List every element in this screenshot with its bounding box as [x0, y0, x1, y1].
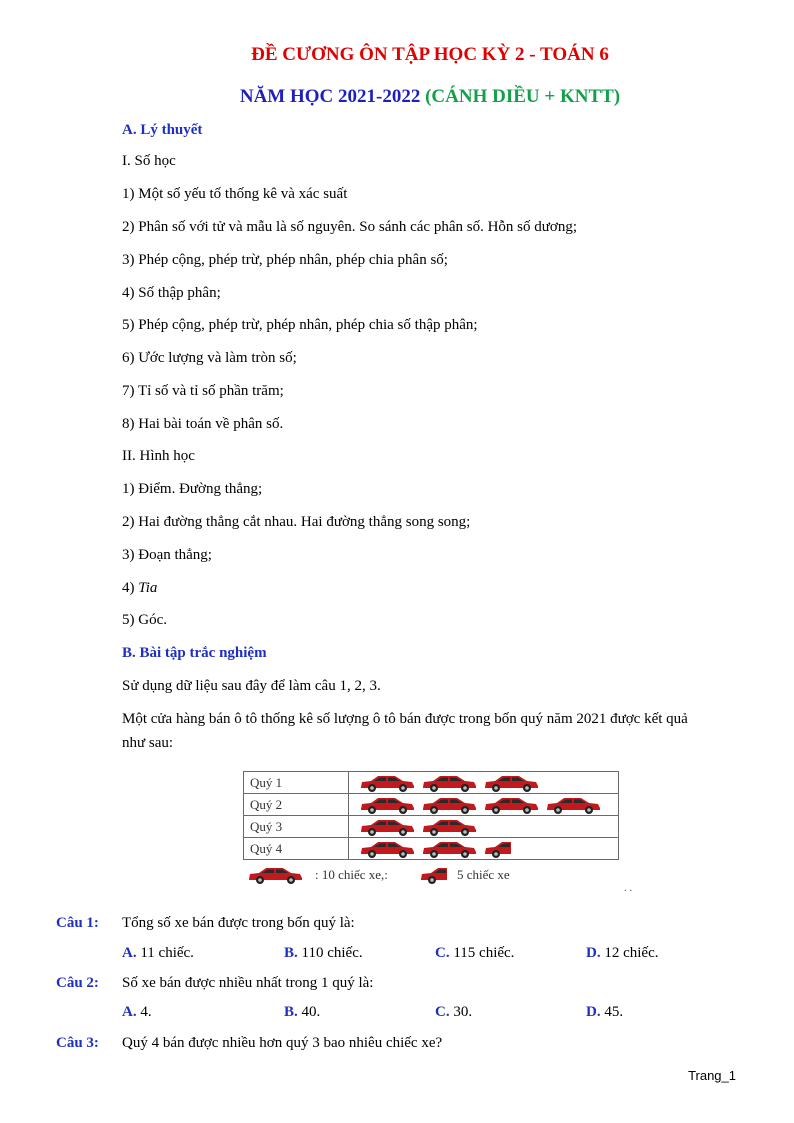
option-text: 110 chiếc. — [301, 945, 363, 961]
car-icon — [483, 773, 539, 793]
option-text: 12 chiếc. — [604, 945, 659, 961]
option-text: 115 chiếc. — [453, 945, 515, 961]
document-subtitle — [0, 86, 794, 108]
list-item: 7) Tỉ số và tỉ số phần trăm; — [122, 383, 284, 399]
car-icon — [483, 795, 539, 815]
list-item: 1) Điểm. Đường thẳng; — [122, 481, 263, 497]
option-letter: A. — [122, 945, 137, 961]
car-icon — [359, 795, 415, 815]
option-letter: A. — [122, 1004, 137, 1020]
trailing-mark: . . — [624, 882, 633, 894]
table-row — [244, 838, 619, 860]
list-item: 5) Góc. — [122, 612, 167, 628]
quarter-label: Quý 4 — [244, 838, 349, 860]
question-1-text: Tổng số xe bán được trong bốn quý là: — [122, 915, 355, 931]
option-letter: D. — [586, 945, 601, 961]
list-item: 3) Đoạn thẳng; — [122, 547, 212, 563]
full-car-icon — [247, 865, 309, 885]
list-item: 1) Một số yếu tố thống kê và xác suất — [122, 186, 348, 202]
car-icon — [421, 773, 477, 793]
question-2-option-a — [122, 1004, 152, 1021]
list-item-text: Tia — [138, 580, 158, 596]
list-item-number: 4) — [122, 580, 135, 596]
question-3-text: Quý 4 bán được nhiều hơn quý 3 bao nhiêu chiếc xe? — [122, 1035, 443, 1051]
option-letter: C. — [435, 945, 450, 961]
car-icon — [421, 839, 477, 859]
arithmetic-heading: I. Số học — [122, 153, 176, 169]
table-row — [244, 772, 619, 794]
textbook-series: (CÁNH DIỀU + KNTT) — [425, 86, 621, 107]
question-3-label: Câu 3: — [56, 1035, 99, 1051]
half-car-icon — [483, 839, 511, 859]
problem-statement-cont: như sau: — [122, 735, 174, 751]
car-icons-cell — [349, 838, 619, 860]
question-1-option-c — [435, 945, 514, 962]
list-item — [122, 580, 157, 597]
document-title: ĐỀ CƯƠNG ÔN TẬP HỌC KỲ 2 - TOÁN 6 — [251, 44, 609, 65]
quarter-label: Quý 3 — [244, 816, 349, 838]
car-icon — [359, 817, 415, 837]
question-1-option-b — [284, 945, 363, 962]
table-row — [244, 794, 619, 816]
half-car-icon — [419, 865, 447, 885]
option-text: 30. — [453, 1004, 473, 1020]
legend-full-text: : 10 chiếc xe,: — [315, 867, 388, 882]
half-car-icon — [419, 865, 453, 885]
pictograph-legend — [243, 864, 619, 890]
car-icon — [421, 795, 477, 815]
page-number: Trang_1 — [688, 1068, 736, 1083]
question-2-option-c — [435, 1004, 472, 1021]
list-item: 4) Số thập phân; — [122, 285, 221, 301]
car-icon — [359, 839, 415, 859]
problem-statement: Một cửa hàng bán ô tô thống kê số lượng ô tô bán được trong bốn quý năm 2021 được kết quả — [122, 711, 688, 727]
question-1-option-d — [586, 945, 658, 962]
list-item: 5) Phép cộng, phép trừ, phép nhân, phép chia số thập phân; — [122, 317, 478, 333]
list-item: 3) Phép cộng, phép trừ, phép nhân, phép chia phân số; — [122, 252, 448, 268]
question-2-label: Câu 2: — [56, 975, 99, 991]
question-2-text: Số xe bán được nhiều nhất trong 1 quý là: — [122, 975, 374, 991]
list-item: 6) Ước lượng và làm tròn số; — [122, 350, 297, 366]
car-icons-cell — [349, 816, 619, 838]
option-letter: C. — [435, 1004, 450, 1020]
car-sales-pictograph — [243, 771, 619, 860]
geometry-heading: II. Hình học — [122, 448, 195, 464]
quarter-label: Quý 2 — [244, 794, 349, 816]
legend-half-text: 5 chiếc xe — [457, 867, 510, 882]
car-icon — [359, 773, 415, 793]
option-text: 45. — [604, 1004, 624, 1020]
car-icon — [247, 865, 303, 885]
car-icons-cell — [349, 794, 619, 816]
table-row — [244, 816, 619, 838]
list-item: 2) Phân số với tử và mẫu là số nguyên. So sánh các phân số. Hỗn số dương; — [122, 219, 577, 235]
option-letter: B. — [284, 1004, 298, 1020]
option-text: 11 chiếc. — [140, 945, 194, 961]
exercise-intro: Sử dụng dữ liệu sau đây để làm câu 1, 2, 3. — [122, 678, 381, 694]
car-icon — [545, 795, 601, 815]
section-b-heading: B. Bài tập trắc nghiệm — [122, 645, 267, 661]
car-icon — [421, 817, 477, 837]
option-letter: B. — [284, 945, 298, 961]
option-text: 40. — [301, 1004, 321, 1020]
option-text: 4. — [140, 1004, 152, 1020]
section-a-heading: A. Lý thuyết — [122, 122, 203, 138]
quarter-label: Quý 1 — [244, 772, 349, 794]
question-2-option-b — [284, 1004, 320, 1021]
option-letter: D. — [586, 1004, 601, 1020]
list-item: 2) Hai đường thẳng cắt nhau. Hai đường thẳng song song; — [122, 514, 471, 530]
school-year: NĂM HỌC 2021-2022 — [239, 86, 421, 107]
question-2-option-d — [586, 1004, 623, 1021]
question-1-label: Câu 1: — [56, 915, 99, 931]
question-1-option-a — [122, 945, 194, 962]
list-item: 8) Hai bài toán về phân số. — [122, 416, 284, 432]
car-icons-cell — [349, 772, 619, 794]
